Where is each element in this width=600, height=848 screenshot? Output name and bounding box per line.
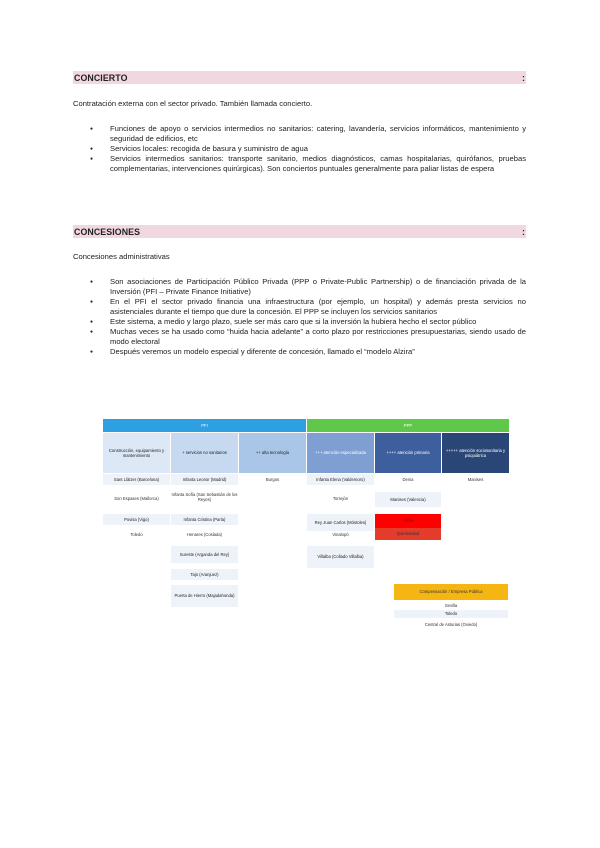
col5-item: Manises (Valencia): [375, 492, 441, 507]
legend-item: Central de Asturias (Oviedo): [424, 622, 478, 627]
list-item: ● Después veremos un modelo especial y diferente de concesión, llamado el “modelo Alzira”: [90, 347, 526, 357]
col5-item-quironsalud: Quirónsalud: [375, 528, 441, 540]
col3-item: Burgos: [265, 477, 280, 482]
col4-item: Rey Juan Carlos (Móstoles): [307, 514, 374, 531]
concesiones-intro: Concesiones administrativas: [73, 252, 170, 261]
col4-item: Infanta Elena (Valdemoro): [307, 474, 374, 485]
col2-item: Sureste (Arganda del Rey): [171, 546, 238, 563]
list-item: ● Son asociaciones de Participación Público Privada (PPP o Private-Public Partnership) o de financiación privada de la Inversión (PFI – Private Finance Initiative): [90, 277, 526, 297]
col2-item: Tajo (Aranjuez): [171, 569, 238, 580]
concierto-title: CONCIERTO: [74, 72, 128, 83]
col2-item: Puerta de Hierro (Majadahonda): [171, 585, 238, 607]
col6-item: Manises: [467, 477, 484, 482]
list-item: ● Muchas veces se ha usado como “huida hacia adelante” a corto plazo por restricciones presupuestarias, siendo usado de modo electoral: [90, 327, 526, 347]
concesiones-title: CONCESIONES: [74, 226, 141, 237]
list-item: ● Servicios locales: recogida de basura y suministro de agua: [90, 144, 526, 154]
list-item: ● Este sistema, a medio y largo plazo, suele ser más caro que si la inversión la hubiera hecho el sector público: [90, 317, 526, 327]
ppp-header-especializada: +++ atención especializada: [307, 433, 374, 473]
concierto-intro: Contratación externa con el sector privado. También llamada concierto.: [73, 99, 313, 108]
col2-item: Infanta Cristina (Parla): [171, 514, 238, 525]
concesiones-header: [73, 225, 526, 238]
pfi-header-alta-tecnologia: ++ alta tecnología: [239, 433, 306, 473]
legend-item: Toledo: [394, 610, 508, 618]
pfi-header-construccion: Construcción, equipamiento y mantenimiento: [103, 433, 170, 473]
concierto-colon: :: [522, 72, 525, 83]
list-item: ● Funciones de apoyo o servicios intermedios no sanitarios: catering, lavandería, servicios informáticos, mantenimiento y seguridad de edificios, etc: [90, 124, 526, 144]
col4-item: Torrejón: [332, 496, 349, 501]
legend-item: Sevilla: [444, 603, 458, 608]
concierto-bullet-list: [90, 124, 526, 174]
list-item: ● Servicios intermedios sanitarios: transporte sanitario, medios diagnósticos, camas hospitalarias, quirófanos, pruebas complementarias, intervenciones quirúrgicas). Son conciertos puntuales generalmente para paliar listas de espera: [90, 154, 526, 174]
list-item: ● En el PFI el sector privado financia una infraestructura (por ejemplo, un hospital) y además presta servicios no asistenciales durante el tiempo que dure la concesión. El PPP se incluyen los servicios sanitarios: [90, 297, 526, 317]
concierto-header: [73, 71, 526, 84]
ppp-bar: PPP: [307, 419, 509, 432]
col2-item: Infanta Leonor (Madrid): [171, 474, 238, 485]
concesiones-colon: :: [522, 226, 525, 237]
pfi-bar: PFI: [103, 419, 306, 432]
pfi-header-no-sanitarios: + servicios no sanitarios: [171, 433, 238, 473]
col1-item: Povisa (Vigo): [103, 514, 170, 525]
col4-item: Villalba (Collado Villalba): [307, 546, 374, 568]
ppp-header-primaria: ++++ atención primaria: [375, 433, 441, 473]
legend-title: Compensación / Empresa Pública: [394, 584, 508, 600]
pfi-ppp-diagram: [103, 419, 509, 639]
col2-item: Infanta Sofía (San Sebastián de los Reyes): [171, 492, 238, 503]
col1-item: Son Espases (Mallorca): [114, 496, 159, 501]
col4-item: Vinalopó: [332, 532, 349, 537]
ppp-header-sociosanitaria: +++++ atención sociosanitaria y psiquiátrica: [442, 433, 509, 473]
col5-item: Denia: [402, 477, 414, 482]
col2-item: Henares (Coslada): [186, 532, 223, 537]
col1-item: Sant Llàtzer (Barcelona): [103, 474, 170, 485]
col1-item: Toledo: [130, 532, 143, 537]
concesiones-bullet-list: [90, 277, 526, 357]
col5-item-alzira: Alzira: [375, 514, 441, 528]
